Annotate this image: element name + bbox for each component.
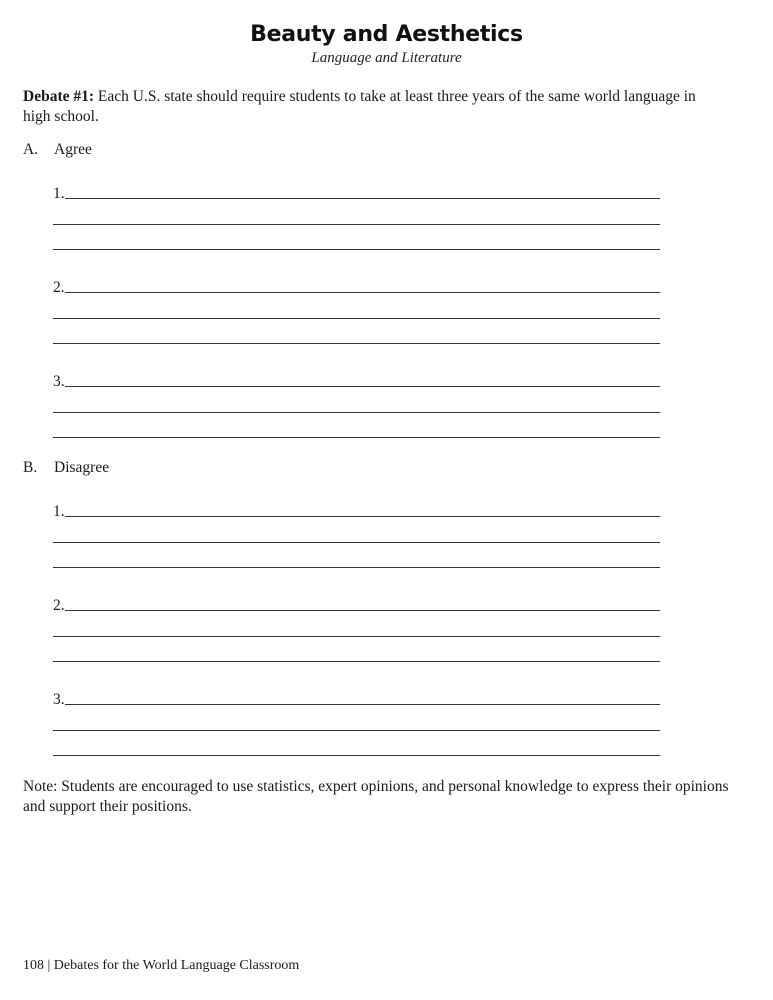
answer-line[interactable]: [53, 318, 660, 319]
section-letter: B.: [23, 459, 38, 476]
section-label: Disagree: [54, 459, 110, 476]
answer-line[interactable]: [53, 437, 660, 438]
item-number: 2.: [53, 279, 65, 296]
section-disagree: [23, 459, 109, 477]
answer-line[interactable]: [53, 542, 660, 543]
item-number: 3.: [53, 691, 65, 708]
note-text: Note: Students are encouraged to use statistics, expert opinions, and personal knowledge to express their opinions and support their positions.: [23, 778, 729, 815]
section-label: Agree: [54, 141, 92, 158]
debate-label: Debate #1:: [23, 88, 95, 105]
answer-line[interactable]: [53, 412, 660, 413]
answer-line[interactable]: [65, 610, 660, 611]
answer-line[interactable]: [53, 661, 660, 662]
page-footer: 108 | Debates for the World Language Classroom: [23, 958, 300, 973]
page-title: Beauty and Aesthetics: [250, 22, 523, 47]
item-number: 1.: [53, 185, 65, 202]
item-number: 2.: [53, 597, 65, 614]
answer-line[interactable]: [53, 567, 660, 568]
answer-line[interactable]: [65, 386, 660, 387]
section-agree: [23, 141, 92, 159]
item-number: 1.: [53, 503, 65, 520]
item-number: 3.: [53, 373, 65, 390]
answer-line[interactable]: [53, 249, 660, 250]
answer-line[interactable]: [53, 636, 660, 637]
debate-statement: Each U.S. state should require students to take at least three years of the same world language in high school.: [23, 88, 696, 125]
answer-line[interactable]: [65, 516, 660, 517]
section-letter: A.: [23, 141, 39, 158]
answer-line[interactable]: [65, 198, 660, 199]
answer-line[interactable]: [53, 730, 660, 731]
answer-line[interactable]: [53, 755, 660, 756]
answer-line[interactable]: [53, 343, 660, 344]
page-subtitle: Language and Literature: [311, 50, 462, 66]
answer-line[interactable]: [65, 704, 660, 705]
debate-prompt: [23, 87, 723, 127]
answer-line[interactable]: [65, 292, 660, 293]
answer-line[interactable]: [53, 224, 660, 225]
